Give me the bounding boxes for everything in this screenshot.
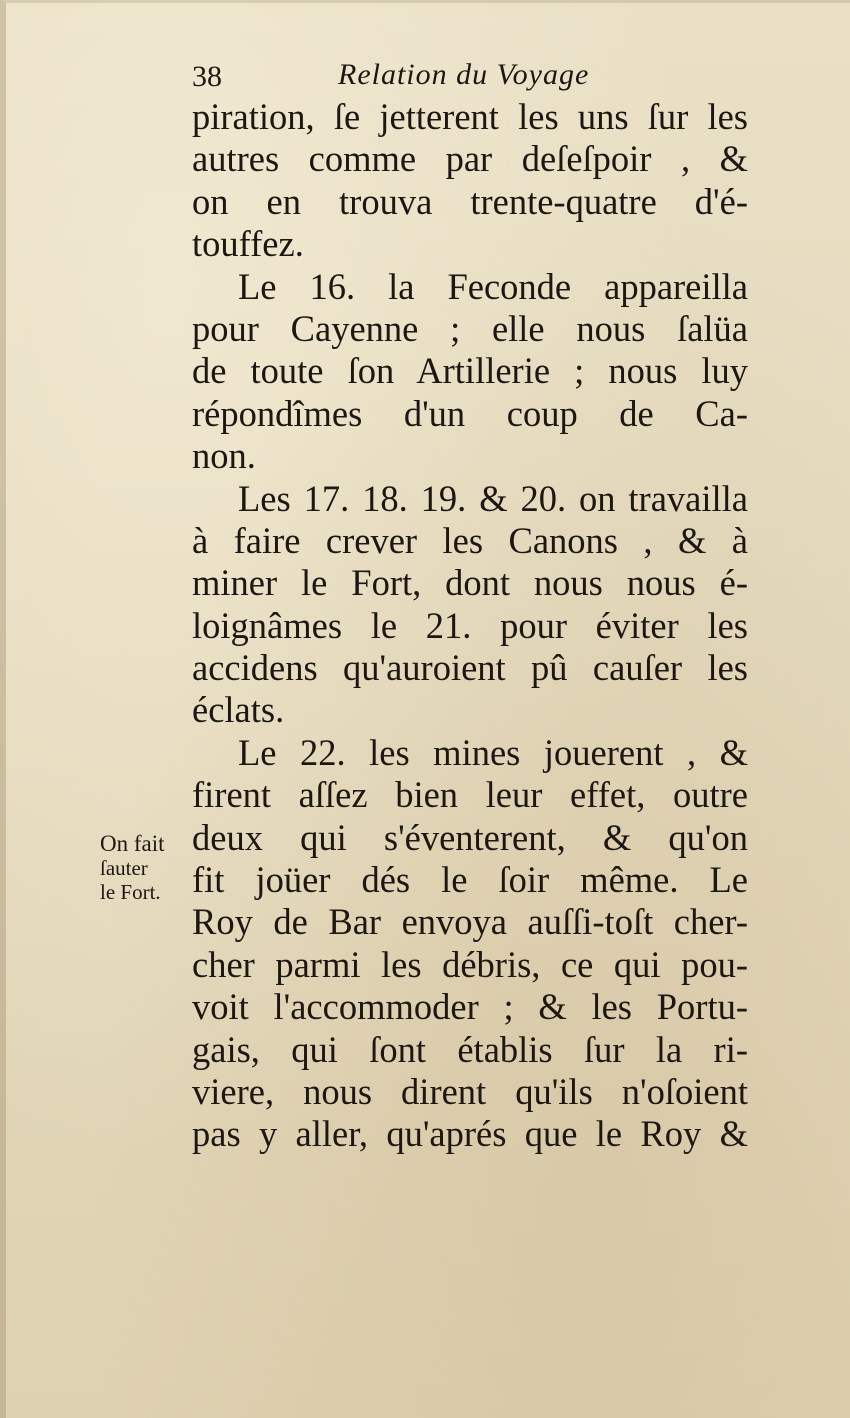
- text-line: Roy de Bar envoya auſſi-toſt cher-: [192, 901, 748, 943]
- margin-note-line: ſauter: [100, 856, 148, 880]
- text-line: Le 16. la Feconde appareilla: [238, 265, 748, 307]
- text-line: non.: [192, 435, 256, 477]
- text-line: piration, ſe jetterent les uns ſur les: [192, 96, 748, 137]
- text-line: deux qui s'éventerent, & qu'on: [192, 816, 748, 858]
- text-line: à faire crever les Canons , & à: [192, 519, 748, 561]
- text-line: pas y aller, qu'aprés que le Roy &: [192, 1113, 748, 1155]
- text-line: éclats.: [192, 689, 285, 731]
- text-line: on en trouva trente-quatre d'é-: [192, 180, 748, 222]
- page-number: 38: [192, 60, 222, 93]
- text-line: Le 22. les mines jouerent , &: [238, 731, 748, 773]
- text-line: firent aſſez bien leur effet, outre: [192, 774, 748, 816]
- text-line: voit l'accommoder ; & les Portu-: [192, 986, 748, 1028]
- margin-note-line: On fait: [100, 831, 165, 856]
- running-head: Relation du Voyage: [338, 58, 590, 91]
- text-line: autres comme par deſeſpoir , &: [192, 138, 748, 180]
- page-header: [190, 58, 750, 98]
- margin-note-line: le Fort.: [100, 880, 161, 904]
- text-line: viere, nous dirent qu'ils n'oſoient: [192, 1070, 748, 1112]
- text-line: miner le Fort, dont nous nous é-: [192, 562, 748, 604]
- margin-note: [100, 832, 192, 904]
- text-line: fit joüer dés le ſoir même. Le: [192, 859, 748, 901]
- text-line: Les 17. 18. 19. & 20. on travailla: [238, 477, 748, 519]
- text-line: accidens qu'auroient pû cauſer les: [192, 647, 748, 689]
- text-line: de toute ſon Artillerie ; nous luy: [192, 350, 748, 392]
- text-line: loignâmes le 21. pour éviter les: [192, 604, 748, 646]
- text-line: répondîmes d'un coup de Ca-: [192, 392, 748, 434]
- text-line: cher parmi les débris, ce qui pou-: [192, 943, 748, 985]
- body-text: [192, 96, 748, 1156]
- text-line: touffez.: [192, 223, 304, 265]
- text-line: pour Cayenne ; elle nous ſalüa: [192, 307, 748, 349]
- text-line: gais, qui ſont établis ſur la ri-: [192, 1028, 748, 1070]
